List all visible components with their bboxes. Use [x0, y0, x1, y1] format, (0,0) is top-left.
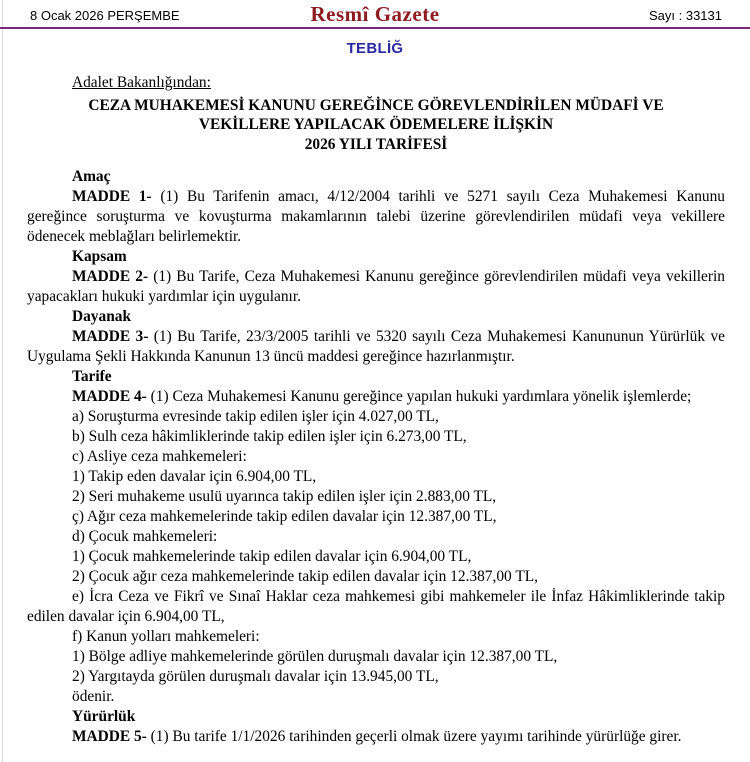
article-label: MADDE 5-	[72, 727, 147, 745]
paragraph-text: e) İcra Ceza ve Fikrî ve Sınaî Haklar ceza mahkemesi gibi mahkemeler ile İnfaz Hâkimliklerinde takip edilen davalar için 6.904,00 TL,	[27, 587, 725, 625]
section-heading	[27, 307, 725, 327]
paragraph-text: c) Asliye ceza mahkemeleri:	[72, 447, 247, 465]
tariff-item	[27, 667, 725, 687]
tariff-item	[27, 527, 725, 547]
paragraph-text: Dayanak	[72, 307, 132, 325]
tariff-item	[27, 407, 725, 427]
paragraph-text: ödenir.	[72, 687, 115, 705]
article-paragraph	[27, 327, 725, 367]
paragraph-text: (1) Ceza Muhakemesi Kanunu gereğince yapılan hukuki yardımlara yönelik işlemlerde;	[150, 387, 692, 405]
article-paragraph	[27, 387, 725, 407]
page-edge-divider	[2, 0, 3, 762]
paragraph-text: Amaç	[72, 167, 111, 185]
paragraph-text: 1) Çocuk mahkemelerinde takip edilen davalar için 6.904,00 TL,	[72, 547, 472, 565]
paragraph-text: (1) Bu tarife 1/1/2026 tarihinden geçerli olmak üzere yayımı tarihinde yürürlüğe girer.	[150, 727, 682, 745]
article-label: MADDE 4-	[72, 387, 147, 405]
paragraph-text: Yürürlük	[72, 707, 136, 725]
document-body	[27, 167, 725, 747]
tariff-item	[27, 627, 725, 647]
paragraph-text: (1) Bu Tarife, Ceza Muhakemesi Kanunu gereğince görevlendirilen müdafi veya vekillerin yapacakları hukuki yardımlar için uygulanır.	[27, 267, 725, 305]
section-label: TEBLİĞ	[346, 40, 404, 57]
paragraph-text: 1) Takip eden davalar için 6.904,00 TL,	[72, 467, 317, 485]
gazette-date: 8 Ocak 2026 PERŞEMBE	[30, 8, 180, 23]
document	[0, 73, 750, 747]
article-paragraph	[27, 727, 725, 747]
tariff-item	[27, 427, 725, 447]
ministry-source: Adalet Bakanlığından:	[72, 74, 211, 91]
paragraph-text: Kapsam	[72, 247, 127, 265]
masthead-header	[0, 0, 750, 29]
tariff-item	[27, 567, 725, 587]
paragraph-text: d) Çocuk mahkemeleri:	[72, 527, 218, 545]
paragraph-text: 2) Çocuk ağır ceza mahkemelerinde takip edilen davalar için 12.387,00 TL,	[72, 567, 538, 585]
doc-title-line: VEKİLLERE YAPILACAK ÖDEMELERE İLİŞKİN	[198, 116, 554, 134]
tariff-item	[27, 467, 725, 487]
section-heading	[27, 367, 725, 387]
article-paragraph	[27, 187, 725, 247]
tariff-item	[27, 547, 725, 567]
tariff-item	[27, 447, 725, 467]
tariff-item	[27, 687, 725, 707]
section-heading	[27, 707, 725, 727]
article-label: MADDE 3-	[72, 327, 149, 345]
section-heading	[27, 247, 725, 267]
doc-title-line: CEZA MUHAKEMESİ KANUNU GEREĞİNCE GÖREVLENDİRİLEN MÜDAFİ VE	[88, 97, 664, 114]
article-label: MADDE 1-	[72, 187, 152, 205]
tariff-item	[27, 647, 725, 667]
document-title	[27, 96, 725, 154]
tariff-item	[27, 507, 725, 527]
paragraph-text: 2) Yargıtayda görülen duruşmalı davalar için 13.945,00 TL,	[72, 667, 439, 685]
section-heading	[27, 167, 725, 187]
paragraph-text: Tarife	[72, 367, 112, 385]
gazette-masthead: Resmî Gazete	[310, 2, 440, 26]
paragraph-text: 2) Seri muhakeme usulü uyarınca takip edilen işler için 2.883,00 TL,	[72, 487, 497, 505]
paragraph-text: f) Kanun yolları mahkemeleri:	[72, 627, 260, 645]
article-paragraph	[27, 267, 725, 307]
paragraph-text: ç) Ağır ceza mahkemelerinde takip edilen davalar için 12.387,00 TL,	[72, 507, 497, 525]
paragraph-text: (1) Bu Tarife, 23/3/2005 tarihli ve 5320 sayılı Ceza Muhakemesi Kanununun Yürürlük ve Uygulama Şekli Hakkında Kanunun 13 üncü maddesi gereğince hazırlanmıştır.	[27, 327, 725, 365]
gazette-issue-number: Sayı : 33131	[649, 8, 722, 23]
doc-title-line: 2026 YILI TARİFESİ	[304, 135, 448, 153]
paragraph-text: b) Sulh ceza hâkimliklerinde takip edilen işler için 6.273,00 TL,	[72, 427, 467, 445]
article-label: MADDE 2-	[72, 267, 149, 285]
tariff-item	[27, 587, 725, 627]
paragraph-text: 1) Bölge adliye mahkemelerinde görülen duruşmalı davalar için 12.387,00 TL,	[72, 647, 558, 665]
paragraph-text: (1) Bu Tarifenin amacı, 4/12/2004 tarihli ve 5271 sayılı Ceza Muhakemesi Kanunu gereğince soruşturma ve kovuşturma makamlarının talebi üzerine görevlendirilen müdafi veya vekillere ödenecek meblağları belirlemektir.	[27, 187, 725, 245]
tariff-item	[27, 487, 725, 507]
paragraph-text: a) Soruşturma evresinde takip edilen işler için 4.027,00 TL,	[72, 407, 439, 425]
